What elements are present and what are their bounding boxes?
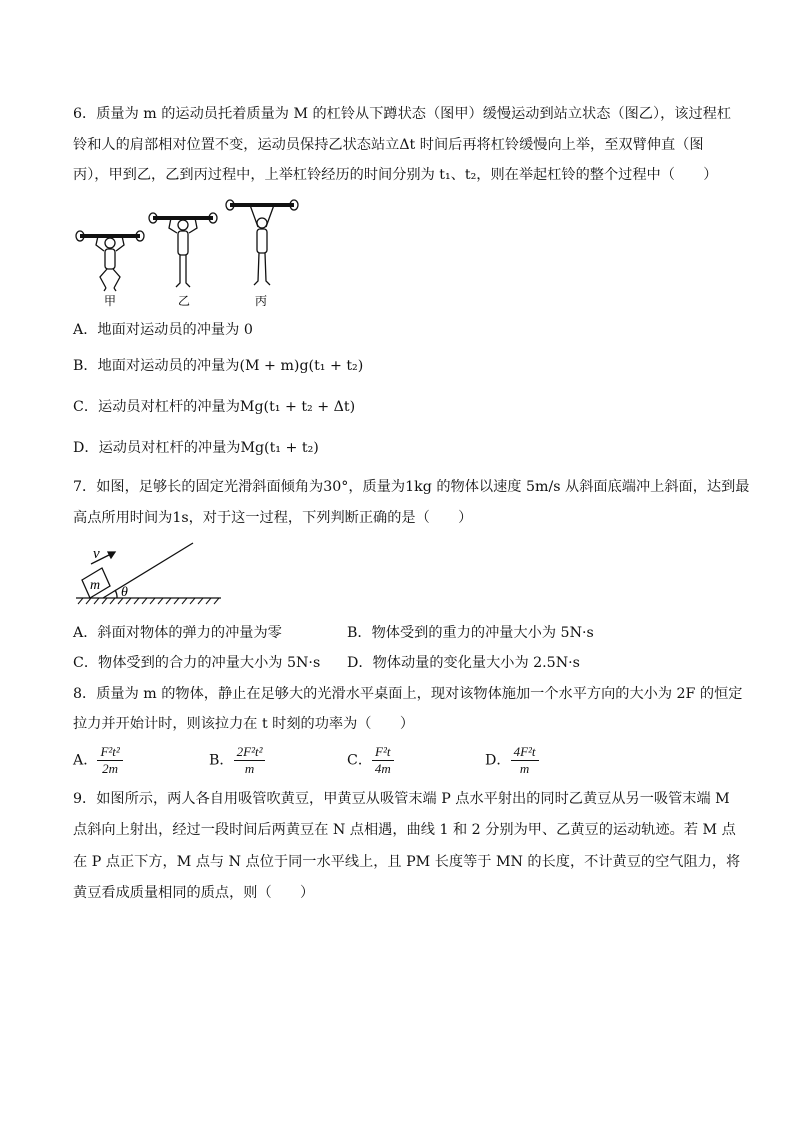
q8-stem-line2: 拉力并开始计时，则该拉力在 t 时刻的功率为（ ） (73, 716, 415, 732)
incline-figure (73, 538, 223, 608)
q9-stem-line3: 在 P 点正下方，M 点与 N 点位于同一水平线上，且 PM 长度等于 MN 的长度，不计黄豆的空气阻力，将 (73, 854, 741, 870)
q8-option-d-fraction (511, 744, 539, 777)
weightlifter-figure (72, 193, 304, 308)
q6-option-a: A．地面对运动员的冲量为 0 (73, 322, 253, 338)
q8-option-a-label: A． (73, 752, 98, 769)
q8-option-c (347, 744, 394, 777)
q7-option-b: B．物体受到的重力的冲量大小为 5N·s (347, 625, 594, 641)
q8-option-c-denominator: 4m (374, 761, 391, 776)
q9-stem-line1: 9．如图所示，两人各自用吸管吹黄豆，甲黄豆从吸管末端 P 点水平射出的同时乙黄豆从另一吸管末端 M (73, 791, 730, 807)
q8-option-c-fraction (372, 744, 393, 777)
q8-option-b-label: B． (209, 752, 234, 769)
q8-option-a-numerator: F²t² (97, 744, 122, 761)
mass-label: m (90, 578, 101, 593)
figure-label-jia: 甲 (104, 294, 117, 308)
q6-option-b: B．地面对运动员的冲量为(M + m)g(t₁ + t₂) (73, 358, 364, 374)
q8-option-a (73, 744, 123, 777)
q8-option-b (209, 744, 265, 777)
q8-option-d-numerator: 4F²t (511, 744, 539, 761)
q8-option-a-fraction (97, 744, 122, 777)
figure-label-bing: 丙 (255, 294, 268, 308)
q6-stem-line2: 铃和人的肩部相对位置不变，运动员保持乙状态站立Δt 时间后再将杠铃缓慢向上举，至双臂伸直（图 (73, 137, 704, 153)
q8-option-c-numerator: F²t (372, 744, 393, 761)
q7-option-c: C．物体受到的合力的冲量大小为 5N·s (73, 655, 321, 671)
q7-option-a: A．斜面对物体的弹力的冲量为零 (73, 625, 282, 641)
q8-option-d-denominator: m (519, 761, 530, 776)
q8-option-b-numerator: 2F²t² (234, 744, 266, 761)
q6-option-c: C．运动员对杠杆的冲量为Mg(t₁ + t₂ + Δt) (73, 399, 356, 415)
q8-stem-line1: 8．质量为 m 的物体，静止在足够大的光滑水平桌面上，现对该物体施加一个水平方向的大小为 2F 的恒定 (73, 686, 743, 702)
q7-stem-line1: 7．如图，足够长的固定光滑斜面倾角为30°，质量为1kg 的物体以速度 5m/s 从斜面底端冲上斜面，达到最 (73, 479, 750, 495)
q9-stem-line2: 点斜向上射出，经过一段时间后两黄豆在 N 点相遇，曲线 1 和 2 分别为甲、乙黄豆的运动轨迹。若 M 点 (73, 822, 736, 838)
figure-label-yi: 乙 (178, 294, 191, 308)
q7-stem-line2: 高点所用时间为1s，对于这一过程，下列判断正确的是（ ） (73, 510, 473, 526)
q8-option-b-denominator: m (244, 761, 255, 776)
q8-option-d (485, 744, 539, 777)
q6-stem-line3: 丙），甲到乙，乙到丙过程中，上举杠铃经历的时间分别为 t₁、t₂，则在举起杠铃的整个过程中（ ） (73, 167, 718, 183)
q9-stem-line4: 黄豆看成质量相同的质点，则（ ） (73, 885, 315, 901)
angle-label: θ (121, 585, 128, 600)
q8-option-d-label: D． (485, 752, 511, 769)
q7-option-d: D．物体动量的变化量大小为 2.5N·s (347, 655, 580, 671)
q6-option-d: D．运动员对杠杆的冲量为Mg(t₁ + t₂) (73, 440, 319, 456)
q8-option-c-label: C． (347, 752, 373, 769)
q6-stem-line1: 6．质量为 m 的运动员托着质量为 M 的杠铃从下蹲状态（图甲）缓慢运动到站立状态（图乙），该过程杠 (73, 106, 732, 122)
q8-option-b-fraction (234, 744, 266, 777)
velocity-label: v (93, 546, 100, 562)
q8-option-a-denominator: 2m (102, 761, 119, 776)
